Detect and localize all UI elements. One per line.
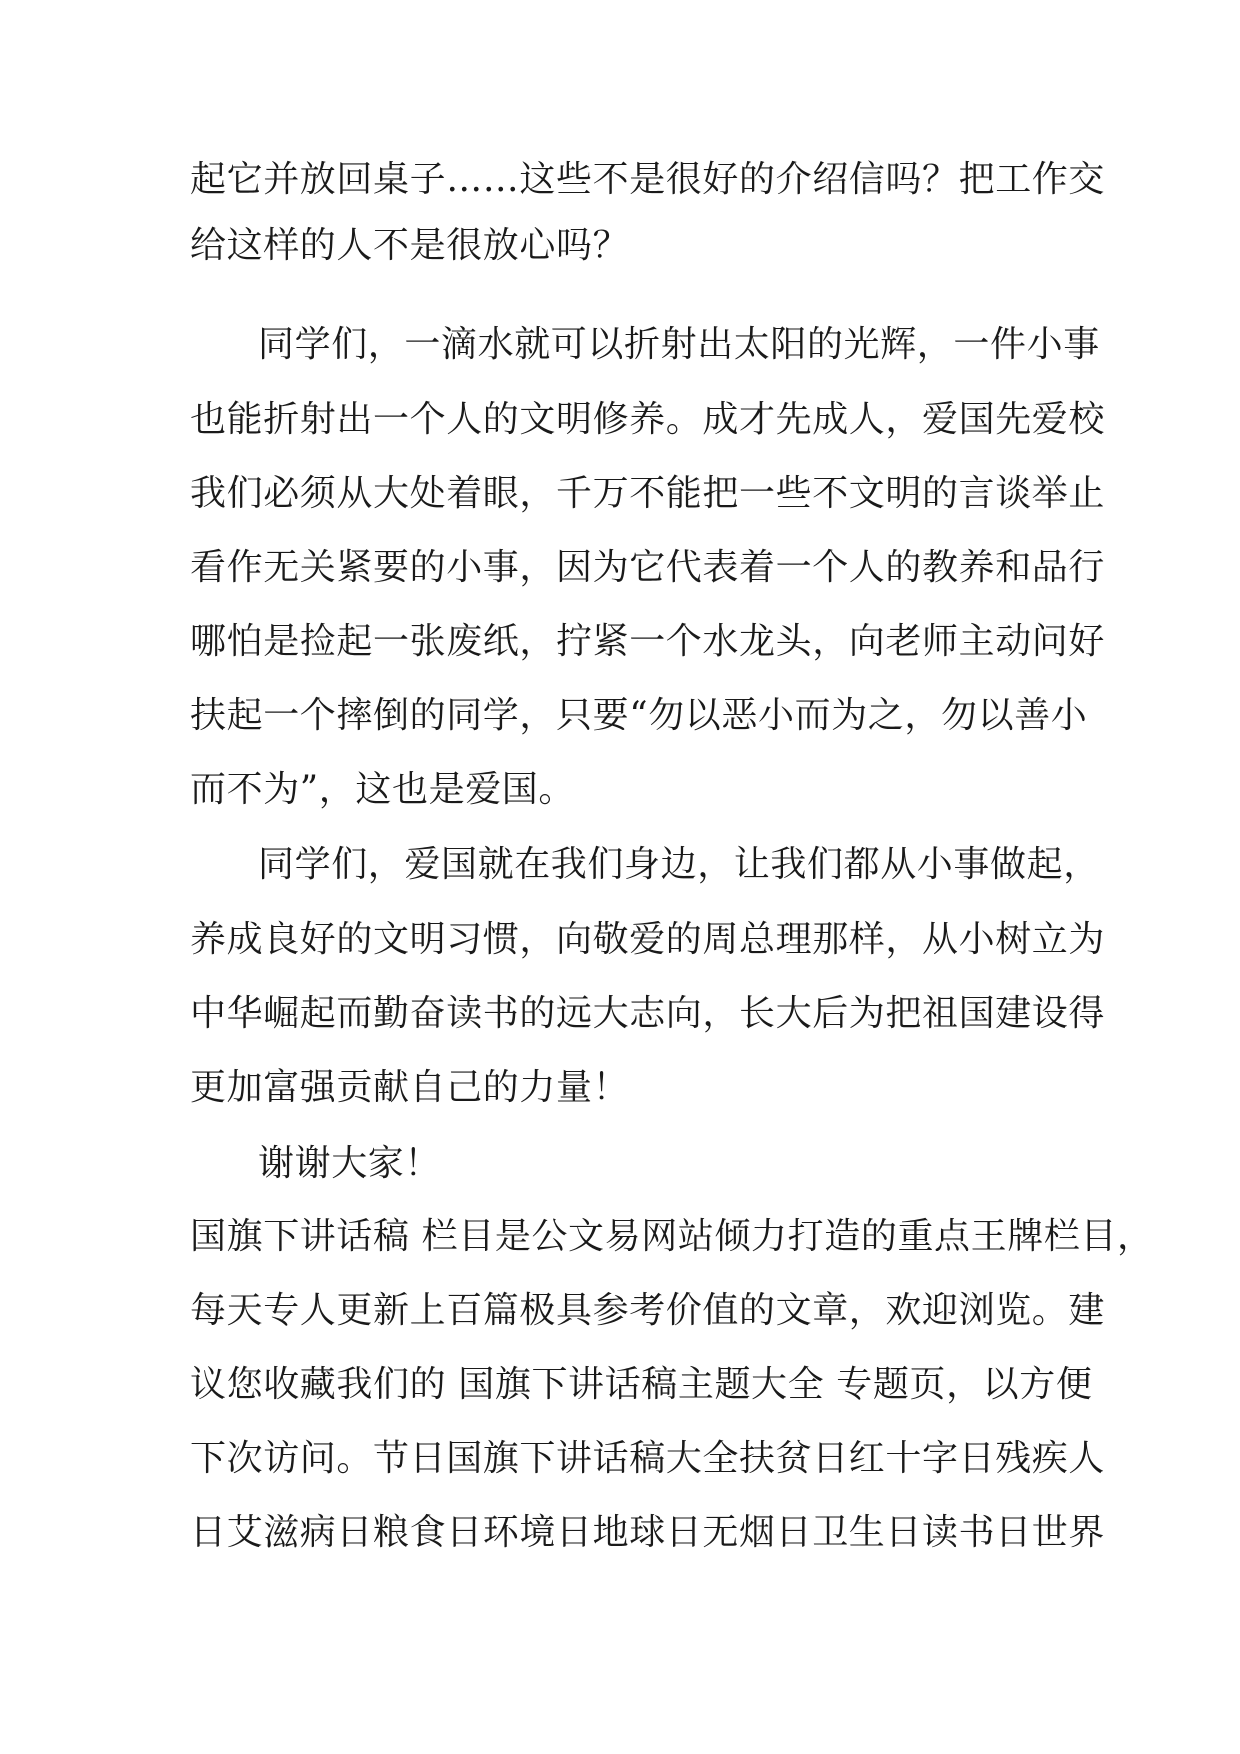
- text-line: 哪怕是捡起一张废纸，拧紧一个水龙头，向老师主动问好: [190, 621, 1106, 662]
- text-line: 更加富强贡献自己的力量！: [190, 1067, 630, 1108]
- closing-line: 谢谢大家！: [258, 1143, 442, 1184]
- text-line: 我们必须从大处着眼，千万不能把一些不文明的言谈举止: [190, 473, 1106, 514]
- text-line: 国旗下讲话稿 栏目是公文易网站倾力打造的重点王牌栏目，: [190, 1216, 1154, 1257]
- text-line: 给这样的人不是很放心吗？: [190, 225, 630, 266]
- text-line: 下次访问。节日国旗下讲话稿大全扶贫日红十字日残疾人: [190, 1438, 1106, 1479]
- paragraph-start-line: 同学们，爱国就在我们身边，让我们都从小事做起，: [258, 844, 1100, 885]
- text-line: 而不为”，这也是爱国。: [190, 769, 576, 810]
- text-line: 起它并放回桌子……这些不是很好的介绍信吗？把工作交: [190, 159, 1106, 200]
- text-line: 日艾滋病日粮食日环境日地球日无烟日卫生日读书日世界: [190, 1512, 1106, 1553]
- text-line: 也能折射出一个人的文明修养。成才先成人，爱国先爱校: [190, 399, 1106, 440]
- text-line: 养成良好的文明习惯，向敬爱的周总理那样，从小树立为: [190, 919, 1106, 960]
- paragraph-start-line: 同学们，一滴水就可以折射出太阳的光辉，一件小事: [258, 324, 1100, 365]
- text-line: 议您收藏我们的 国旗下讲话稿主题大全 专题页，以方便: [190, 1364, 1093, 1405]
- text-line: 中华崛起而勤奋读书的远大志向，长大后为把祖国建设得: [190, 993, 1106, 1034]
- text-line: 每天专人更新上百篇极具参考价值的文章，欢迎浏览。建: [190, 1290, 1106, 1331]
- text-line: 扶起一个摔倒的同学，只要“勿以恶小而为之，勿以善小: [190, 695, 1088, 736]
- text-line: 看作无关紧要的小事，因为它代表着一个人的教养和品行: [190, 547, 1106, 588]
